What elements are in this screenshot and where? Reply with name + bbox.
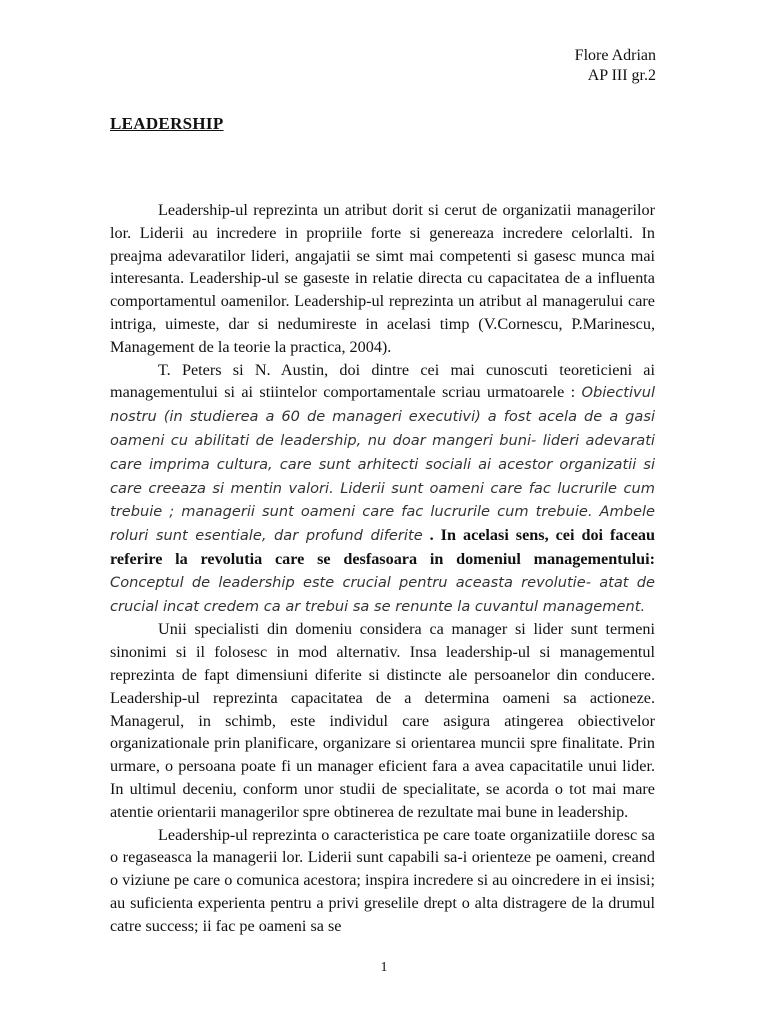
paragraph-2 [110, 359, 655, 619]
quote-leadership-revolution: Conceptul de leadership este crucial pentru aceasta revolutie- atat de crucial incat credem ca ar trebui sa se renunte la cuvantul management. [110, 573, 655, 615]
paragraph-2-bold-text: . In acelasi sens, cei doi faceau referire la revolutia care se desfasoara in domeniul managementului: [110, 526, 655, 568]
paragraph-1: Leadership-ul reprezinta un atribut dorit si cerut de organizatii managerilor lor. Liderii au incredere in propriile forte si genereaza incredere celorlalti. In preajma adevaratilor lideri, angajatii se simt mai competenti si gasesc munca mai interesanta. Leadership-ul se gaseste in relatie directa cu capacitatea de a influenta comportamentul oamenilor. Leadership-ul reprezinta un atribut al managerului care intriga, uimeste, dar si nedumireste in acelasi timp (V.Cornescu, P.Marinescu, Management de la teorie la practica, 2004). [110, 201, 655, 356]
paragraph-2-intro: T. Peters si N. Austin, doi dintre cei mai cunoscuti teoreticieni ai managementului si ai stiintelor comportamentale scriau urmatoarele : [110, 360, 655, 402]
author-block [575, 46, 656, 86]
author-name: Flore Adrian [574, 47, 656, 64]
author-group: AP III gr.2 [587, 67, 656, 84]
document-title: LEADERSHIP [110, 114, 224, 133]
page-number: 1 [380, 960, 388, 975]
document-body [110, 199, 655, 938]
paragraph-3: Unii specialisti din domeniu considera ca manager si lider sunt termeni sinonimi si il folosesc in mod alternativ. Insa leadership-ul si managementul reprezinta de fapt dimensiuni diferite si distincte ale persoanelor din conducere. Leadership-ul reprezinta capacitatea de a determina oameni sa actioneze. Managerul, in schimb, este individul care asigura atingerea obiectivelor organizationale prin planificare, organizare si orientarea muncii spre finalitate. Prin urmare, o persoana poate fi un manager eficient fara a avea capacitatile unui lider. In ultimul deceniu, conform unor studii de specialitate, se acorda o tot mai mare atentie orientarii managerilor spre obtinerea de rezultate mai bune in leadership. [110, 620, 655, 821]
paragraph-4: Leadership-ul reprezinta o caracteristica pe care toate organizatiile doresc sa o regaseasca la managerii lor. Liderii sunt capabili sa-i orienteze pe oameni, creand o viziune pe care o comunica acestora; inspira incredere si au oincredere in ei insisi; au suficienta experienta pentru a privi greselile drept o alta distragere de la drumul catre success; ii fac pe oameni sa se [110, 825, 655, 935]
quote-peters-austin: Obiectivul nostru (in studierea a 60 de manageri executivi) a fost acela de a gasi oameni cu abilitati de leadership, nu doar mangeri buni- lideri adevarati care imprima cultura, care sunt arhitecti sociali ai acestor organizatii si care creeaza si mentin valori. Liderii sunt oameni care fac lucrurile cum trebuie ; managerii sunt oameni care fac lucrurile cum trebuie. Ambele roluri sunt esentiale, dar profund diferite [110, 384, 655, 545]
